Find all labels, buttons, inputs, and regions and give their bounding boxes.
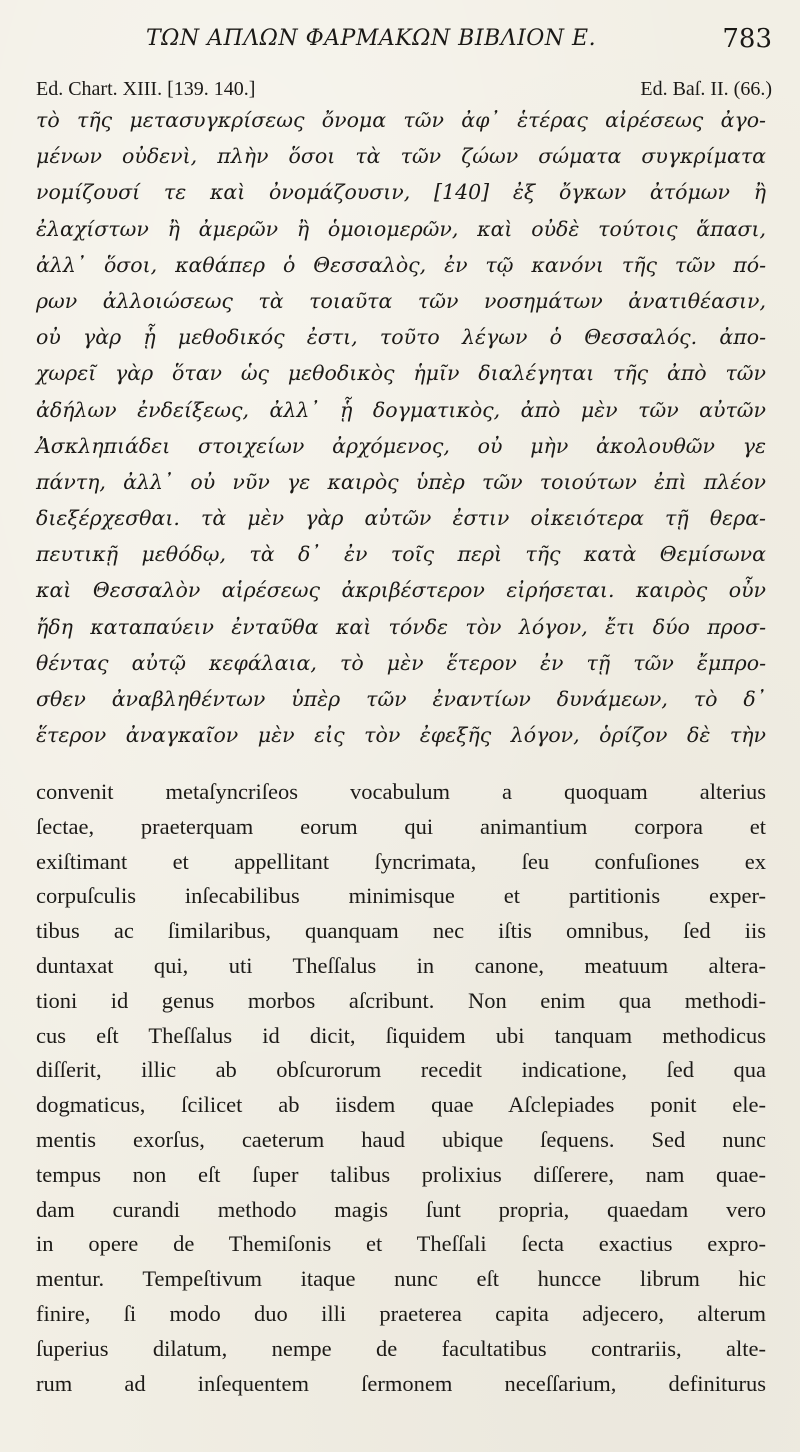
latin-line: mentur. Tempeſtivum itaque nunc eſt hunccе librum hic bbox=[36, 1266, 766, 1292]
latin-line: corpuſculis inſecabilibus minimisque et partitionis exper- bbox=[36, 883, 766, 909]
greek-line: τὸ τῆς μετασυγκρίσεως ὄνομα τῶν ἀφ᾽ ἑτέρας αἱρέσεως ἀγο- bbox=[36, 108, 766, 132]
latin-line: ſectae, praeterquam eorum qui animantium corpora et bbox=[36, 813, 766, 839]
latin-line: ſuperius dilatum, nempe de facultatibus contrariis, alte- bbox=[36, 1335, 766, 1361]
greek-line: θέντας αὐτῷ κεφάλαια, τὸ μὲν ἕτερον ἐν τῇ τῶν ἔμπρο- bbox=[36, 650, 766, 675]
running-head: ΤΩΝ ΑΠΛΩΝ ΦΑΡΜΑΚΩΝ ΒΙΒΛΙΟΝ Ε. bbox=[146, 26, 597, 51]
greek-line: οὐ γὰρ ᾗ μεθοδικός ἐστι, τοῦτο λέγων ὁ Θεσσαλός. ἀπο- bbox=[36, 325, 766, 350]
greek-line: νομίζουσί τε καὶ ὀνομάζουσιν, [140] ἐξ ὄγκων ἀτόμων ἢ bbox=[36, 180, 766, 205]
latin-line: diſſerit, illic ab obſcurorum recedit indicatione, ſed qua bbox=[36, 1057, 766, 1083]
edition-reference-left: Ed. Chart. XIII. [139. 140.] bbox=[36, 78, 256, 100]
latin-line: tioni id genus morbos aſcribunt. Non enim qua methodi- bbox=[36, 987, 766, 1013]
edition-reference-right: Ed. Baſ. II. (66.) bbox=[640, 78, 772, 100]
greek-line: καὶ Θεσσαλὸν αἱρέσεως ἀκριβέστερον εἰρήσεται. καιρὸς οὖν bbox=[36, 578, 766, 603]
greek-line: ἀδήλων ἐνδείξεως, ἀλλ᾽ ᾗ δογματικὸς, ἀπὸ μὲν τῶν αὐτῶν bbox=[36, 397, 766, 422]
greek-line: ἤδη καταπαύειν ἐνταῦθα καὶ τόνδε τὸν λόγον, ἔτι δύο προσ- bbox=[36, 614, 766, 639]
greek-line: Ἀσκληπιάδει στοιχείων ἀρχόμενος, οὐ μὴν ἀκολουθῶν γε bbox=[36, 433, 766, 458]
latin-line: exiſtimant et appellitant ſyncrimata, ſeu confuſiones ex bbox=[36, 848, 766, 874]
latin-line: in opere de Themiſonis et Theſſali ſecta exactius expro- bbox=[36, 1231, 766, 1257]
greek-line: σθεν ἀναβληθέντων ὑπὲρ τῶν ἐναντίων δυνάμεων, τὸ δ᾽ bbox=[36, 687, 766, 711]
greek-line: πάντη, ἀλλ᾽ οὐ νῦν γε καιρὸς ὑπὲρ τῶν τοιούτων ἐπὶ πλέον bbox=[36, 469, 766, 494]
latin-line: tempus non eſt ſuper talibus prolixius diſſerere, nam quae- bbox=[36, 1161, 766, 1187]
latin-line: tibus ac ſimilaribus, quanquam nec iſtis omnibus, ſed iis bbox=[36, 918, 766, 944]
latin-line: mentis exorſus, caeterum haud ubique ſequens. Sed nunc bbox=[36, 1126, 766, 1152]
greek-line: πευτικῇ μεθόδῳ, τὰ δ᾽ ἐν τοῖς περὶ τῆς κατὰ Θεμίσωνα bbox=[36, 542, 766, 567]
greek-line: ρων ἀλλοιώσεως τὰ τοιαῦτα τῶν νοσημάτων ἀνατιθέασιν, bbox=[36, 288, 766, 313]
latin-line: dam curandi methodo magis ſunt propria, quaedam vero bbox=[36, 1196, 766, 1222]
greek-line: διεξέρχεσθαι. τὰ μὲν γὰρ αὐτῶν ἐστιν οἰκειότερα τῇ θερα- bbox=[36, 506, 766, 531]
latin-line: cus eſt Theſſalus id dicit, ſiquidem ubi tanquam methodicus bbox=[36, 1022, 766, 1048]
latin-line: finire, ſi modo duo illi praeterea capita adjecero, alterum bbox=[36, 1300, 766, 1326]
latin-line: duntaxat qui, uti Theſſalus in canone, meatuum altera- bbox=[36, 952, 766, 978]
greek-line: χωρεῖ γὰρ ὅταν ὡς μεθοδικὸς ἡμῖν διαλέγηται τῆς ἀπὸ τῶν bbox=[36, 361, 766, 386]
latin-line: convenit metaſyncriſeos vocabulum a quoquam alterius bbox=[36, 779, 766, 804]
greek-line: μένων οὐδενὶ, πλὴν ὅσοι τὰ τῶν ζώων σώματα συγκρίματα bbox=[36, 144, 766, 169]
greek-line: ἐλαχίστων ἢ ἀμερῶν ἢ ὁμοιομερῶν, καὶ οὐδὲ τούτοις ἅπασι, bbox=[36, 216, 766, 241]
latin-line: rum ad inſequentem ſermonem neceſſarium, definiturus bbox=[36, 1370, 766, 1396]
greek-line: ἀλλ᾽ ὅσοι, καθάπερ ὁ Θεσσαλὸς, ἐν τῷ κανόνι τῆς τῶν πό- bbox=[36, 252, 766, 277]
latin-line: dogmaticus, ſcilicet ab iisdem quae Aſclepiades ponit ele- bbox=[36, 1092, 766, 1118]
greek-text-block bbox=[36, 102, 766, 753]
page-number: 783 bbox=[722, 24, 772, 54]
latin-text-block bbox=[36, 775, 766, 1401]
greek-line: ἕτερον ἀναγκαῖον μὲν εἰς τὸν ἐφεξῆς λόγον, ὁρίζον δὲ τὴν bbox=[36, 723, 766, 748]
